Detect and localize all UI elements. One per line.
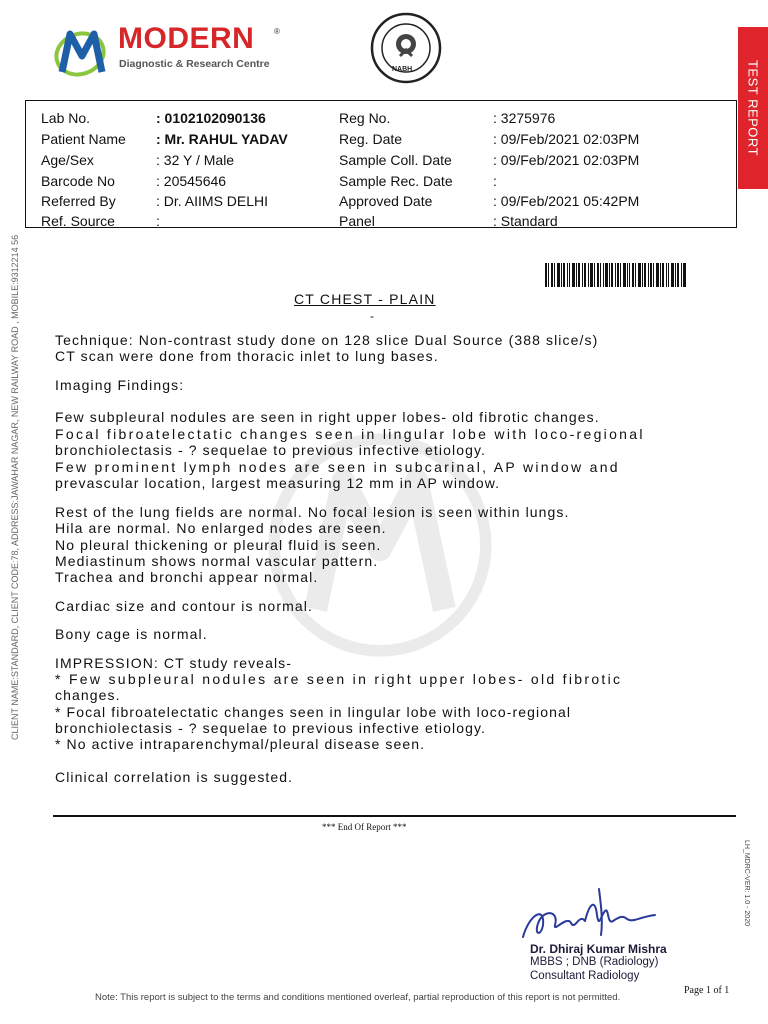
footer-note: Note: This report is subject to the terms and conditions mentioned overleaf, partial reproduction of this report is not permitted. — [95, 992, 621, 1003]
modern-logo-icon — [52, 26, 112, 78]
bony-cage-line: Bony cage is normal. — [55, 626, 208, 642]
technique-line-2: CT scan were done from thoracic inlet to lung bases. — [55, 348, 439, 364]
age-sex-value: : 32 Y / Male — [156, 152, 235, 168]
reg-no-label: Reg No. — [339, 110, 391, 126]
version-code: LH_MDRC-VER: 1.0 - 2020 — [743, 840, 750, 926]
title-dash: - — [370, 309, 374, 323]
brand-subtitle: Diagnostic & Research Centre — [119, 58, 270, 70]
doctor-title: Consultant Radiology — [530, 970, 640, 982]
sample-coll-value: : 09/Feb/2021 02:03PM — [493, 152, 640, 168]
barcode-label: Barcode No — [41, 173, 115, 189]
technique-line-1: Technique: Non-contrast study done on 128 slice Dual Source (388 slice/s) — [55, 332, 599, 348]
finding-line-1: Few subpleural nodules are seen in right upper lobes- old fibrotic changes. — [55, 409, 600, 425]
doctor-signature — [515, 885, 665, 945]
reg-date-value: : 09/Feb/2021 02:03PM — [493, 131, 640, 147]
sample-rec-label: Sample Rec. Date — [339, 173, 453, 189]
finding-line-4: Few prominent lymph nodes are seen in subcarinal, AP window and — [55, 459, 620, 475]
barcode-image — [545, 263, 686, 287]
sample-coll-label: Sample Coll. Date — [339, 152, 452, 168]
nabh-label: NABH — [392, 66, 413, 73]
age-sex-label: Age/Sex — [41, 152, 94, 168]
impression-heading: IMPRESSION: CT study reveals- — [55, 655, 293, 671]
sample-rec-value: : — [493, 173, 497, 189]
nabh-seal-icon — [370, 12, 442, 84]
ref-source-label: Ref. Source — [41, 213, 115, 229]
barcode-value: : 20545646 — [156, 173, 227, 189]
lab-no-value: : 0102102090136 — [156, 110, 266, 126]
patient-name-label: Patient Name — [41, 131, 126, 147]
impression-line-3: * Focal fibroatelectatic changes seen in lingular lobe with loco-regional — [55, 704, 572, 720]
cardiac-line: Cardiac size and contour is normal. — [55, 598, 313, 614]
page-number: Page 1 of 1 — [684, 985, 730, 996]
reg-no-value: : 3275976 — [493, 110, 556, 126]
finding-line-3: bronchiolectasis - ? sequelae to previous infective etiology. — [55, 442, 487, 458]
doctor-name: Dr. Dhiraj Kumar Mishra — [530, 942, 667, 956]
approved-date-label: Approved Date — [339, 193, 433, 209]
client-info-vertical: CLIENT NAME:STANDARD, CLIENT CODE:78, ADDRESS:JAWAHAR NAGAR, NEW RAILWAY ROAD , MOBILE:9312214 56 — [10, 234, 20, 740]
end-divider — [53, 815, 736, 817]
general-line-1: Rest of the lung fields are normal. No focal lesion is seen within lungs. — [55, 504, 570, 520]
test-report-label: TEST REPORT — [745, 59, 761, 157]
finding-line-2: Focal fibroatelectatic changes seen in lingular lobe with loco-regional — [55, 426, 645, 442]
report-title: CT CHEST - PLAIN — [294, 291, 436, 307]
doctor-degree: MBBS ; DNB (Radiology) — [530, 956, 659, 968]
patient-info-box — [25, 100, 737, 228]
referred-by-value: : Dr. AIIMS DELHI — [156, 193, 269, 209]
general-line-2: Hila are normal. No enlarged nodes are seen. — [55, 520, 387, 536]
findings-heading: Imaging Findings: — [55, 377, 185, 393]
impression-line-4: bronchiolectasis - ? sequelae to previous infective etiology. — [55, 720, 487, 736]
impression-line-1: * Few subpleural nodules are seen in right upper lobes- old fibrotic — [55, 671, 623, 687]
general-line-3: No pleural thickening or pleural fluid is seen. — [55, 537, 382, 553]
panel-label: Panel — [339, 213, 375, 229]
referred-by-label: Referred By — [41, 193, 116, 209]
impression-line-5: * No active intraparenchymal/pleural disease seen. — [55, 736, 426, 752]
approved-date-value: : 09/Feb/2021 05:42PM — [493, 193, 640, 209]
ref-source-value: : — [156, 213, 160, 229]
test-report-tab — [738, 27, 768, 189]
brand-name: MODERN — [118, 22, 255, 55]
general-line-4: Mediastinum shows normal vascular pattern. — [55, 553, 379, 569]
registered-mark: ® — [274, 27, 280, 36]
finding-line-5: prevascular location, largest measuring 12 mm in AP window. — [55, 475, 501, 491]
lab-no-label: Lab No. — [41, 110, 91, 126]
patient-name-value: : Mr. RAHUL YADAV — [156, 131, 288, 147]
impression-line-2: changes. — [55, 687, 121, 703]
reg-date-label: Reg. Date — [339, 131, 403, 147]
clinical-correlation: Clinical correlation is suggested. — [55, 769, 294, 785]
general-line-5: Trachea and bronchi appear normal. — [55, 569, 319, 585]
end-of-report: *** End Of Report *** — [322, 822, 407, 832]
panel-value: : Standard — [493, 213, 558, 229]
